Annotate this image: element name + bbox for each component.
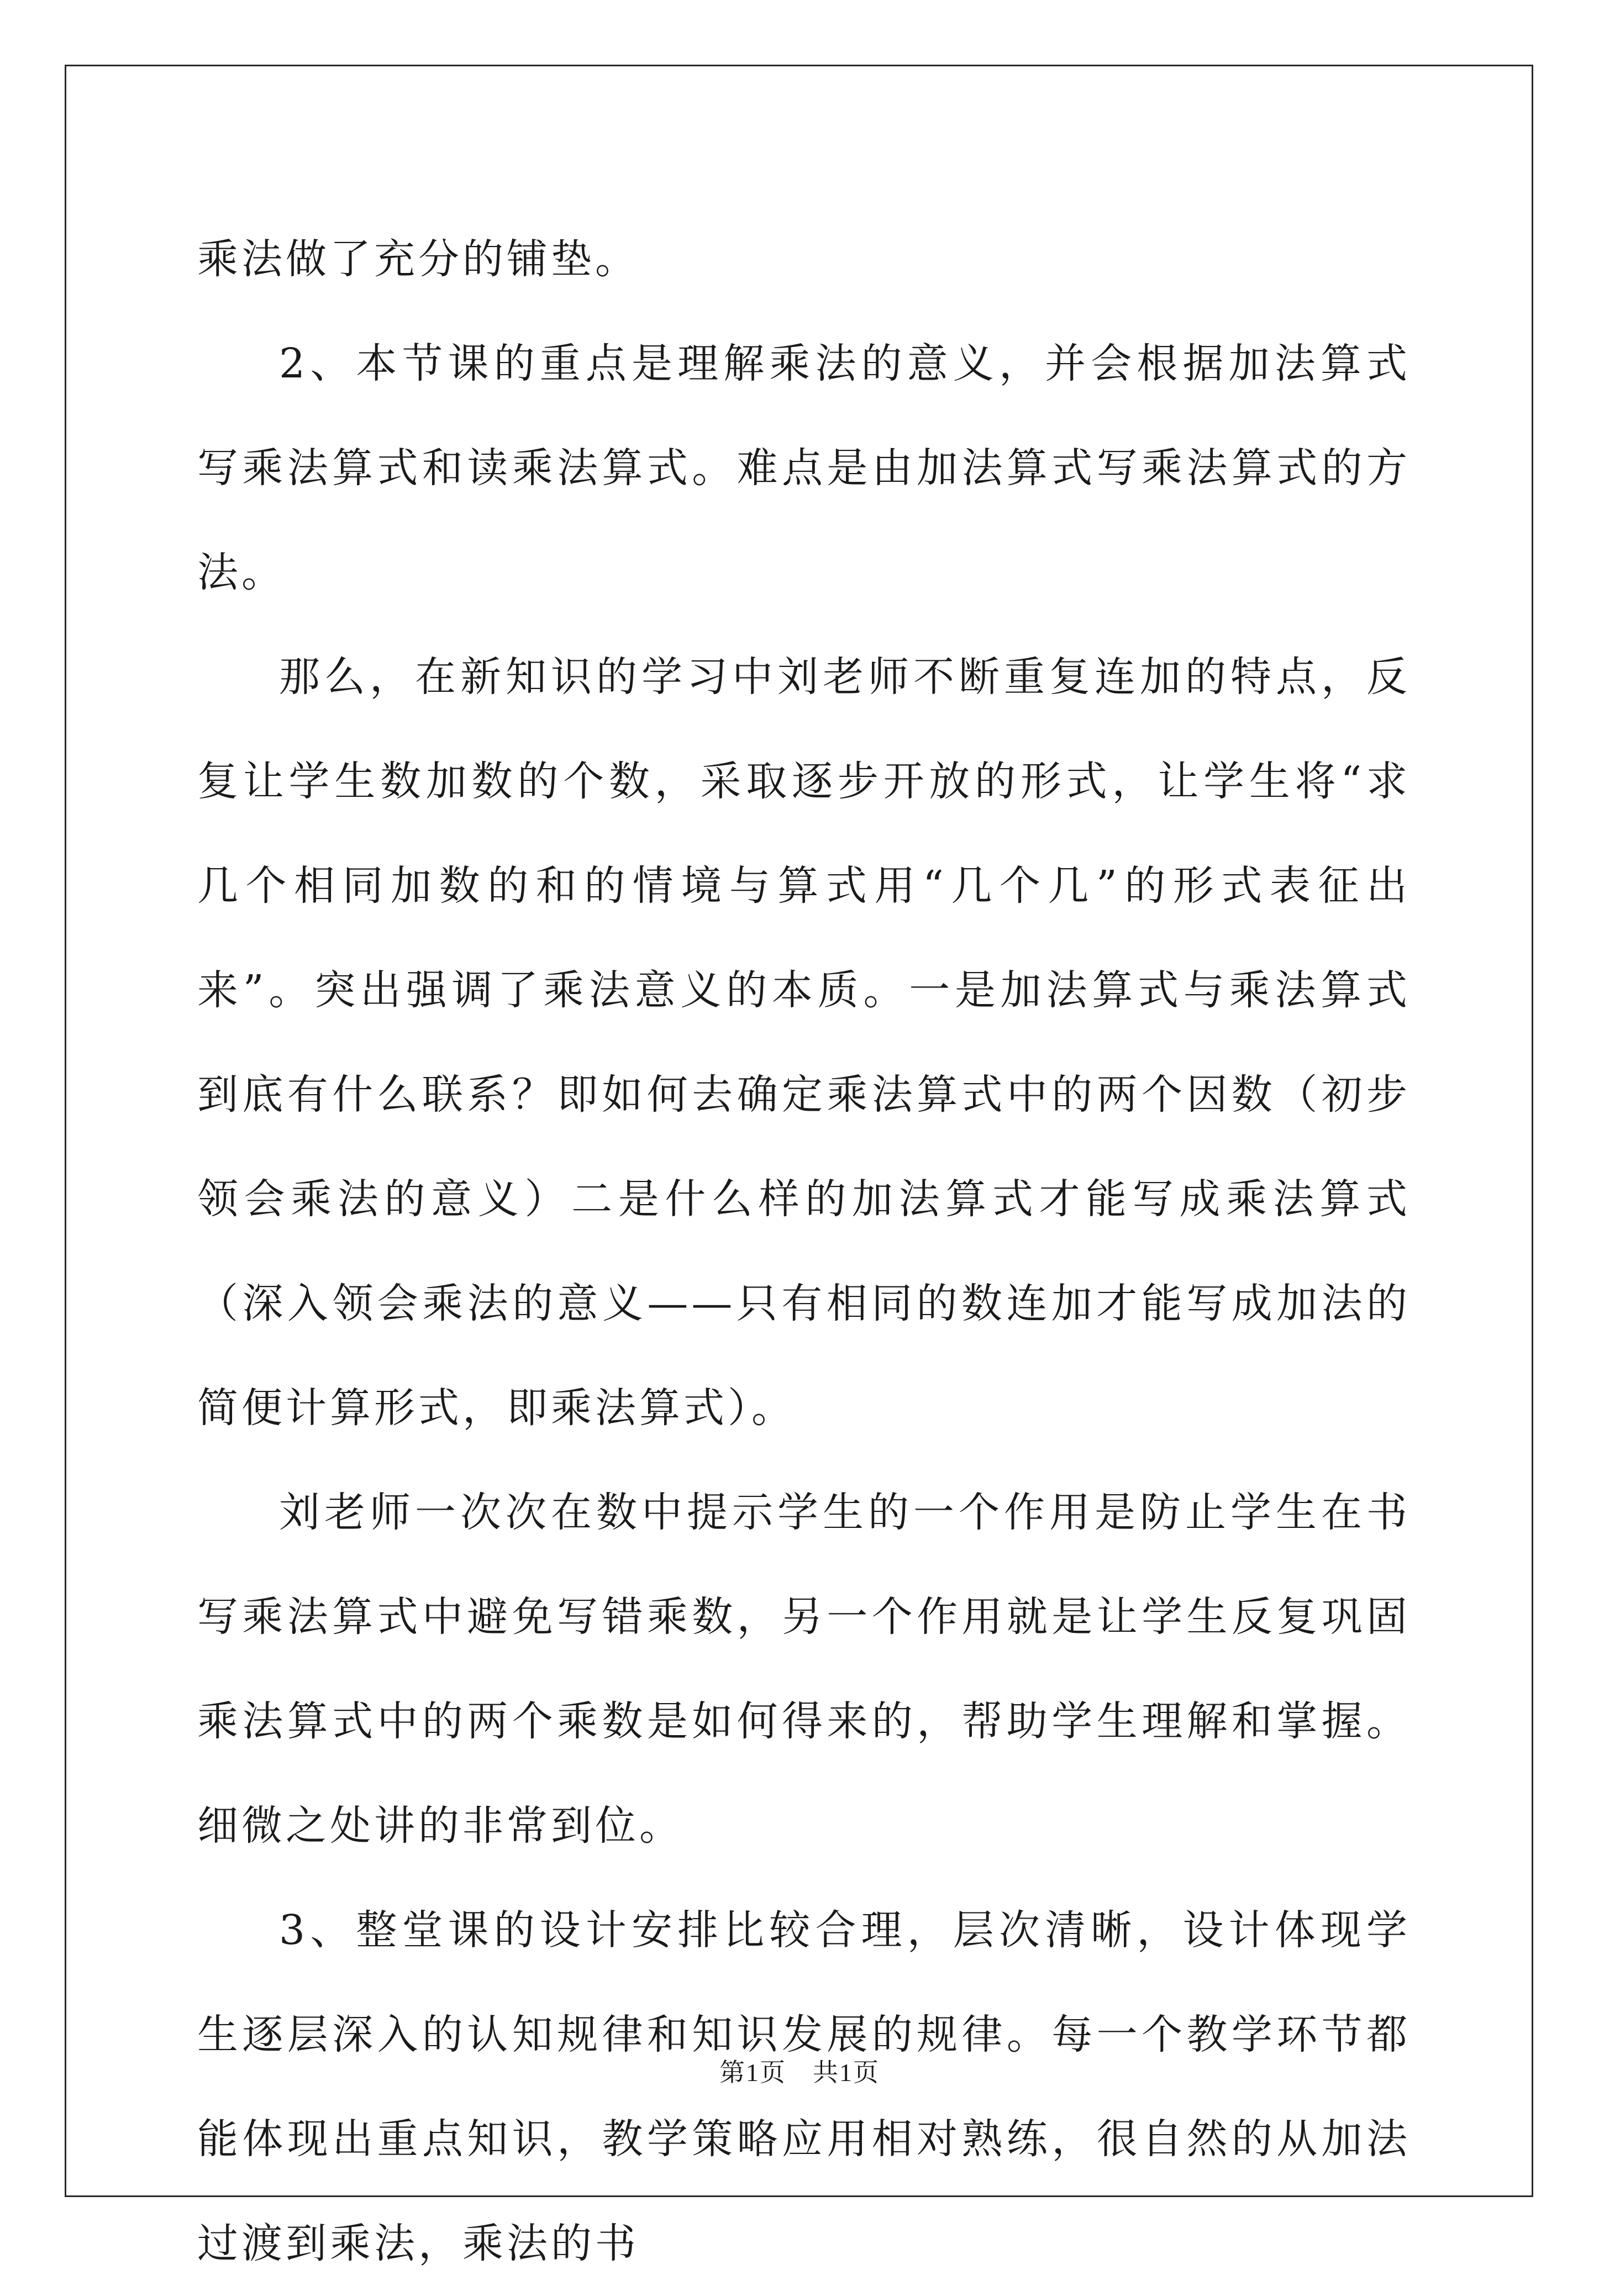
page-number-footer: 第1页 共1页 xyxy=(719,2058,880,2087)
paragraph-teaching-method: 那么，在新知识的学习中刘老师不断重复连加的特点，反复让学生数加数的个数，采取逐步开放的形式，让学生将“求几个相同加数的和的情境与算式用“几个几”的形式表征出来”。突出强调了乘法意义的本质。一是加法算式与乘法算式到底有什么联系？即如何去确定乘法算式中的两个因数（初步领会乘法的意义）二是什么样的加法算式才能写成乘法算式（深入领会乘法的意义——只有相同的数连加才能写成加法的简便计算形式，即乘法算式）。 xyxy=(197,653,1411,1432)
document-body xyxy=(197,207,1411,2296)
paragraph-key-points: 2、本节课的重点是理解乘法的意义，并会根据加法算式写乘法算式和读乘法算式。难点是由加法算式写乘法算式的方法。 xyxy=(197,340,1411,596)
paragraph-lesson-design: 3、整堂课的设计安排比较合理，层次清晰，设计体现学生逐层深入的认知规律和知识发展的规律。每一个教学环节都能体现出重点知识，教学策略应用相对熟练，很自然的从加法过渡到乘法，乘法的书 xyxy=(197,1906,1411,2267)
paragraph-continuation: 乘法做了充分的铺垫。 xyxy=(197,235,639,283)
paragraph-teacher-prompts: 刘老师一次次在数中提示学生的一个作用是防止学生在书写乘法算式中避免写错乘数，另一个作用就是让学生反复巩固乘法算式中的两个乘数是如何得来的，帮助学生理解和掌握。细微之处讲的非常到位。 xyxy=(197,1489,1411,1850)
